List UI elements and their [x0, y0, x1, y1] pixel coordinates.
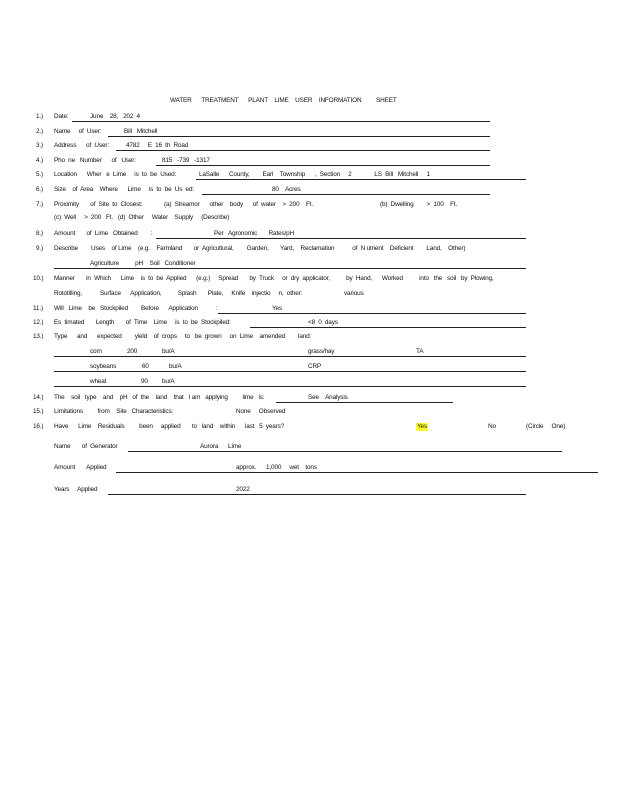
item-number: 16.) — [33, 423, 44, 430]
crops-label: Type and expected yield of crops to be grown on Lime amended land: — [54, 333, 312, 340]
residuals-no-option[interactable]: No — [488, 423, 496, 430]
crop-name[interactable]: corn — [90, 348, 102, 355]
name-value[interactable]: Bill Mitchell — [124, 128, 158, 135]
residuals-yes-option[interactable]: Yes — [417, 423, 427, 430]
crop-name[interactable]: soybeans — [90, 363, 117, 370]
generator-value[interactable]: Aurora Lime — [200, 443, 242, 450]
years-applied-value[interactable]: 2022 — [236, 486, 250, 493]
amount-underline — [156, 238, 526, 239]
proximity-label: Proximity of Site to Closest: — [54, 201, 143, 208]
phone-underline — [156, 165, 490, 166]
stockpile-underline — [218, 313, 526, 314]
item-number: 11.) — [33, 305, 43, 312]
item-number: 1.) — [36, 113, 44, 120]
proximity-option-a: (a) Streamor other body of water > 200 Ft. — [164, 201, 313, 208]
phone-label: Pho ne Number of User: — [54, 157, 136, 164]
describe-underline — [54, 268, 526, 269]
describe-value[interactable]: Agriculture pH Soil Conditioner — [90, 260, 196, 267]
years-applied-underline — [108, 494, 526, 495]
item-number: 5.) — [36, 171, 44, 178]
soil-value[interactable]: See Analysis — [308, 394, 348, 401]
length-value[interactable]: <8 0 days — [308, 319, 338, 326]
location-underline — [196, 179, 526, 180]
soil-underline — [276, 402, 453, 403]
crop-unit: bu/A — [162, 348, 175, 355]
manner-line2: Rototilling, Surface Application, Splash Plate, Knife injectio n, other: — [54, 290, 303, 297]
describe-label: Describe Uses of Lime (e.g. Farmland or Agricultural, Garden, Yard, Reclamation of N utrient Deficient Land, Other) — [54, 245, 466, 252]
name-label: Name of User: — [54, 128, 102, 135]
proximity-option-b: (b) Dwelling > 100 Ft. — [380, 201, 458, 208]
item-number: 8.) — [36, 230, 44, 237]
crop-row-underline — [54, 356, 526, 357]
amount-applied-label: Amount Applied — [54, 464, 107, 471]
address-underline — [116, 150, 490, 151]
limitations-label: Limitations from Site Characteristics: — [54, 408, 174, 415]
stockpile-label: Will Lime be Stockpiled Before Application : — [54, 305, 218, 312]
crop-row-underline — [54, 386, 526, 387]
proximity-option-cd: (c) Well > 200 Ft. (d) Other Water Supply (Describe) — [54, 214, 230, 221]
crop-yield[interactable]: 60 — [142, 363, 149, 370]
soil-label: The soil type and pH of the land that I am applying lime is: — [54, 394, 265, 401]
item-number: 9.) — [36, 245, 44, 252]
item-number: 6.) — [36, 186, 44, 193]
item-number: 4.) — [36, 157, 44, 164]
phone-value[interactable]: 815 -739 -1317 — [162, 157, 210, 164]
page-title: WATER TREATMENT PLANT LIME USER INFORMATION SHEET — [170, 97, 397, 104]
generator-label: Name of Generator — [54, 443, 118, 450]
amount-label: Amount of Lime Obtained : — [54, 230, 153, 237]
amount-value[interactable]: Per Agronomic Rates/pH — [214, 230, 295, 237]
item-number: 10.) — [33, 275, 44, 282]
crop-name[interactable]: wheat — [90, 378, 107, 385]
crop-unit: bu/A — [162, 378, 175, 385]
generator-underline — [128, 451, 562, 452]
item-number: 12.) — [33, 319, 44, 326]
crop-yield[interactable]: 90 — [141, 378, 148, 385]
address-label: Address of User: — [54, 142, 109, 149]
item-number: 2.) — [36, 128, 44, 135]
amount-applied-value[interactable]: approx. 1,000 wet tons — [236, 464, 317, 471]
manner-value[interactable]: various — [344, 290, 364, 297]
crop-row-underline — [54, 371, 526, 372]
item-number: 15.) — [33, 408, 44, 415]
crop-name-right[interactable]: grass/hay — [308, 348, 335, 355]
stockpile-value[interactable]: Yes — [272, 305, 282, 312]
date-underline — [72, 121, 490, 122]
address-value[interactable]: 4782 E 16 th Road — [126, 142, 189, 149]
crop-name-right[interactable]: CRP — [308, 363, 322, 370]
amount-applied-underline — [116, 472, 598, 473]
item-number: 13.) — [33, 333, 44, 340]
date-label: Date: — [54, 113, 69, 120]
item-number: 7.) — [36, 201, 44, 208]
crop-yield[interactable]: 200 — [127, 348, 138, 355]
size-value[interactable]: 80 Acres — [272, 186, 301, 193]
size-label: Size of Area Where Lime is to be Us ed: — [54, 186, 194, 193]
date-value[interactable]: June 28, 202 4 — [90, 113, 140, 120]
residuals-circle-instruction: (Circle One) — [526, 423, 566, 430]
manner-line1: Manner in Which Lime is to be Applied (e.g.) Spread by Truck or dry applicator, by Hand, Worked into the soil by Plowing, — [54, 275, 494, 282]
length-underline — [250, 327, 526, 328]
size-underline — [202, 194, 490, 195]
location-label: Location Wher e Lime is to be Used: — [54, 171, 177, 178]
item-number: 14.) — [33, 394, 44, 401]
location-value[interactable]: LaSalle County, Earl Township , Section 2 LS Bill Mitchell 1 — [199, 171, 430, 178]
item-number: 3.) — [36, 142, 44, 149]
length-label: Es timated Length of Time Lime is to be Stockpiled: — [54, 319, 231, 326]
residuals-label: Have Lime Residuals been applied to land within last 5 years? — [54, 423, 285, 430]
years-applied-label: Years Applied — [54, 486, 98, 493]
limitations-value[interactable]: None Observed — [236, 408, 286, 415]
name-underline — [108, 136, 490, 137]
crop-unit: bu/A — [169, 363, 182, 370]
crop-extra[interactable]: TA — [416, 348, 424, 355]
